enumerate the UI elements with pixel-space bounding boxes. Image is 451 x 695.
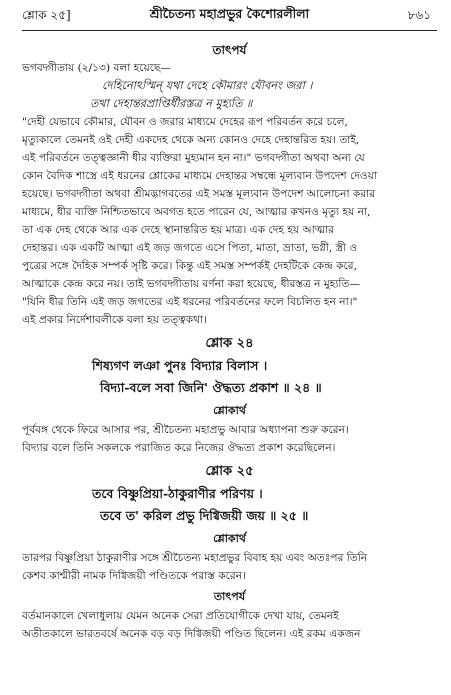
purport-line: আত্মাকে কেন্দ্র করে নয়। তাই ভগবদ্গীতায় বর্ণনা করা হয়েছে, ধীরস্তত্র ন মুহ্যতি— [22,278,360,290]
sloka-25-line: তবে ত' করিল প্রভু দিগ্বিজয়ী জয় ॥ ২৫ ॥ [100,508,309,523]
sloka-25-line: তবে বিষ্ণুপ্রিয়া-ঠাকুরাণীর পরিণয় । [92,486,263,501]
sloka-24-title: শ্লোক ২৪ [205,336,254,351]
sloka-24-translation-line: পূর্ববঙ্গ থেকে ফিরে আসার পর, শ্রীচৈতন্য মহাপ্রভু আবার অধ্যাপনা শুরু করেন। [22,424,349,436]
purport-section [22,41,437,329]
purport-line: মৃত্যুকালে তেমনই ওই দেহী একদেহ থেকে অন্য কোনও দেহে দেহান্তরিত হয়। তাই, [22,134,360,146]
purport-line: হয়েছে। ভগবদ্গীতা অথবা শ্রীমদ্ভাগবতের এই সমস্ত মূল্যবান উপদেশ আলোচনা করার [22,188,376,200]
sloka-24-line: শিষ্যগণ লঞা পুনঃ বিদ্যার বিলাস । [92,358,268,373]
page-header [22,0,437,31]
header-verse-ref: শ্লোক ২৫] [22,8,71,22]
sloka-25-title: শ্লোক ২৫ [205,464,254,479]
sloka-24-translation-line: বিদ্যার বলে তিনি সকলকে পরাজিত করে নিজের ঔদ্ধত্য প্রকাশ করেছিলেন। [22,442,336,454]
purport-heading: তাৎপর্য [212,43,247,57]
purport-intro: ভগবদ্গীতায় (২/১৩) বলা হয়েছে— [22,62,172,74]
purport-line: দেহান্তর। এক একটি আত্মা এই জড় জগতে এসে পিতা, মাতা, ভ্রাতা, ভগ্নী, স্ত্রী ও [22,242,358,254]
header-title: শ্রীচৈতন্য মহাপ্রভুর কৈশোরলীলা [149,6,310,21]
purport-line: "দেহী যেভাবে কৌমার, যৌবন ও জরার মাধ্যমে দেহের রূপ পরিবর্তন করে চলে, [22,116,348,128]
sloka-25-translation-heading: শ্লোকার্থ [213,532,246,545]
gita-verse-line: তথা দেহান্তরপ্রাপ্তির্ধীরস্তত্র ন মুহ্যতি ॥ [90,97,253,110]
gita-verse-line: দেহিনোঽস্মিন্‌ যথা দেহে কৌমারং যৌবনং জরা । [102,79,313,92]
sloka-24-translation-heading: শ্লোকার্থ [213,404,246,417]
purport-line: পুত্রের সঙ্গে দৈহিক সম্পর্ক সৃষ্টি করে। কিন্তু এই সমস্ত সম্পর্কই দেহটিকে কেন্দ্র করে, [22,260,358,272]
sloka-24 [22,333,437,457]
sloka-24-line: বিদ্যা-বলে সবা জিনি' ঔদ্ধত্য প্রকাশ ॥ ২৪ ॥ [100,380,322,395]
sloka-25-purport-heading: তাৎপর্য [213,590,246,603]
purport-line: এই পরিবর্তনে তত্ত্বজ্ঞানী ধীর ব্যক্তিরা মুহ্যমান হন না।" ভগবদ্গীতা অথবা অন্য যে [22,152,365,164]
purport-line: কোন বৈদিক শাস্ত্রে এই ধরনের শ্লোকের মাধ্যমে দেহান্তর সম্বন্ধে মূল্যবান উপদেশ দেওয়া [22,170,378,182]
sloka-25-purport-line: বর্তমানকালে খেলাধুলায় যেমন অনেক সেরা প্রতিযোগীকে দেখা যায়, তেমনই [22,610,339,622]
purport-line: এই প্রকার নির্দেশাবলীকে বলা হয় তত্ত্বকথা। [22,314,207,326]
purport-line: "যিনি ধীর তিনি এই জড় জগতের এই ধরনের পরিবর্তনের ফলে বিচলিত হন না।" [22,296,358,308]
page-number: ৮৬১ [407,8,431,22]
sloka-25-purport-line: অতীতকালে ভারতবর্ষে অনেক বড় বড় দিগ্বিজয়ী পণ্ডিত ছিলেন। এই রকম একজন [22,628,361,640]
sloka-25-translation-line: কেশব কাশ্মীরী নামক দিগ্বিজয়ী পণ্ডিতকে পরাস্ত করেন। [22,570,246,582]
purport-line: তা এক দেহ থেকে আর এক দেহে স্থানান্তরিত হয় মাত্র। এক দেহ হয় আত্মার [22,224,334,236]
sloka-25-translation-line: তারপর বিষ্ণুপ্রিয়া ঠাকুরাণীর সঙ্গে শ্রীচৈতন্য মহাপ্রভুর বিবাহ হয় এবং অতঃপর তিনি [22,552,368,564]
sloka-25 [22,461,437,643]
purport-line: মাধ্যমে, ধীর ব্যক্তি নিশ্চিতভাবে অবগত হতে পারেন যে, আত্মার কখনও মৃত্যু হয় না, [22,206,371,218]
